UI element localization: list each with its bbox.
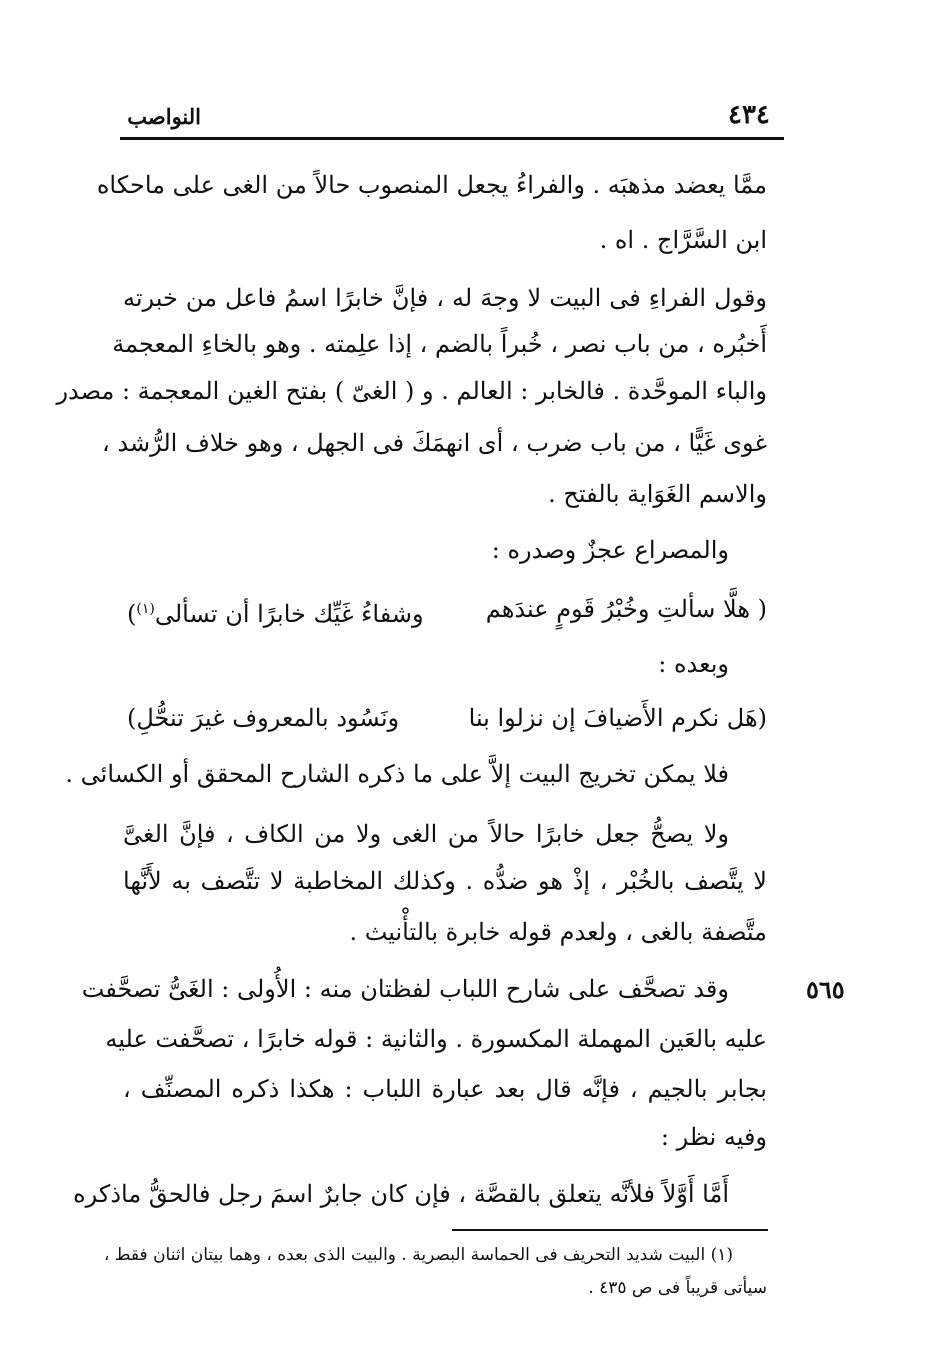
footnote-rule bbox=[452, 1229, 768, 1231]
body-line: أَخبُره ، من باب نصر ، خُبراً بالضم ، إذا علِمته . وهو بالخاءِ المعجمة bbox=[112, 330, 767, 358]
body-line: والاسم الغَوَاية بالفتح . bbox=[548, 480, 767, 508]
body-line: عليه بالعَين المهملة المكسورة . والثانية : قوله خابرًا ، تصحَّفت عليه bbox=[105, 1025, 767, 1053]
body-line: أَمَّا أَوَّلاً فلأنَّه يتعلق بالقصَّة ، فإن كان جابرٌ اسمَ رجل فالحقُّ ماذكره bbox=[73, 1180, 729, 1208]
body-line: والمصراع عجزٌ وصدره : bbox=[491, 536, 729, 564]
verse-first-half: (هَل نكرم الأَضيافَ إن نزلوا بنا bbox=[468, 704, 767, 732]
footnote-line: سيأتى قريباً فى ص ٤٣٥ . bbox=[588, 1278, 767, 1298]
body-line: متَّصفة بالغى ، ولعدم قوله خابرة بالتأْنيث . bbox=[349, 918, 767, 946]
body-line: وفيه نظر : bbox=[660, 1123, 767, 1151]
body-line: غوى غَيًّا ، من باب ضرب ، أى انهمَكَ فى الجهل ، وهو خلاف الرُّشد ، bbox=[102, 429, 767, 457]
verse-second-half: ونَسُود بالمعروف غيرَ تنحُّلِ) bbox=[127, 704, 400, 732]
body-line: وقد تصحَّف على شارح اللباب لفظتان منه : الأُولى : الغَىُّ تصحَّفت bbox=[81, 975, 729, 1003]
page-number: ٤٣٤ bbox=[728, 100, 770, 130]
header-rule bbox=[120, 137, 784, 140]
body-line: والباء الموحَّدة . فالخابر : العالم . و ( الغىّ ) بفتح الغين المعجمة : مصدر bbox=[56, 377, 767, 405]
verse-line bbox=[127, 592, 767, 626]
running-title: النواصب bbox=[127, 104, 201, 129]
body-line: ممَّا يعضد مذهبَه . والفراءُ يجعل المنصوب حالاً من الغى على ماحكاه bbox=[96, 171, 767, 199]
body-line: وقول الفراءِ فى البيت لا وجهَ له ، فإنَّ خابرًا اسمُ فاعل من خبرته bbox=[123, 284, 767, 312]
footnote-line: (١) البيت شديد التحريف فى الحماسة البصرية . والبيت الذى بعده ، وهما بيتان اثنان فقط ، bbox=[103, 1245, 733, 1265]
body-line: ولا يصحُّ جعل خابرًا حالاً من الغى ولا من الكاف ، فإنَّ الغىَّ bbox=[123, 820, 729, 848]
verse-line bbox=[127, 701, 767, 735]
verse-first-half: ( هلَّا سألتِ وخُبْرُ قَومٍ عندَهم bbox=[485, 595, 767, 623]
body-line: لا يتَّصف بالخُبْر ، إذْ هو ضدُّه . وكذلك المخاطبة لا تتَّصف به لأَنَّها bbox=[123, 867, 767, 895]
verse-second-half: وشفاءُ غَيِّك خابرًا أن تسألى$^{(١)}$) bbox=[127, 600, 424, 628]
margin-number: ٥٦٥ bbox=[806, 975, 845, 1004]
footnote-marker: (١) bbox=[136, 601, 155, 617]
body-line: فلا يمكن تخريج البيت إلاَّ على ما ذكره الشارح المحقق أو الكسائى . bbox=[65, 760, 729, 788]
body-line: ابن السَّرَّاج . اه . bbox=[599, 226, 767, 254]
body-line: وبعده : bbox=[658, 650, 729, 678]
body-line: بجابر بالجيم ، فإنَّه قال بعد عبارة اللباب : هكذا ذكره المصنِّف ، bbox=[123, 1075, 767, 1103]
